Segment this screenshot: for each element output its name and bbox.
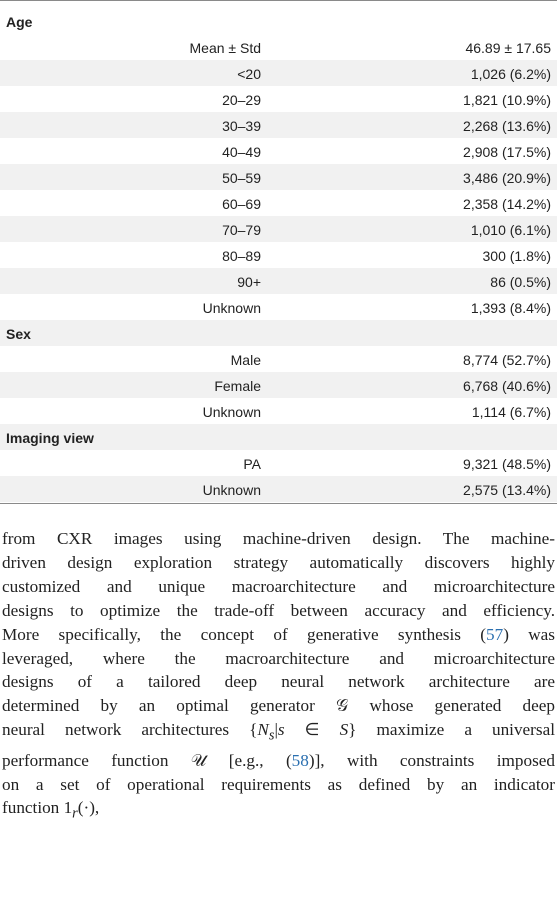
row-label: 20–29 [222, 92, 261, 108]
row-label: 30–39 [222, 118, 261, 134]
table-row [0, 190, 557, 216]
section-label: Age [6, 14, 33, 30]
body-paragraph [2, 527, 555, 827]
row-label: 60–69 [222, 196, 261, 212]
row-label: Unknown [202, 404, 261, 420]
table-row [0, 346, 557, 372]
row-label: PA [243, 456, 261, 472]
row-label: <20 [237, 66, 261, 82]
citation-link-57[interactable]: 57 [486, 624, 504, 644]
row-value: 2,358 (14.2%) [463, 196, 551, 212]
text-line: performance function 𝒰 [e.g., (58)], with constraints imposed [2, 750, 555, 770]
row-label: Female [214, 378, 261, 394]
table-section-row [0, 320, 557, 346]
table-row [0, 164, 557, 190]
table-row [0, 242, 557, 268]
table-bottom-rule [0, 503, 557, 504]
row-value: 300 (1.8%) [482, 248, 551, 264]
text-line: function $1_r(\cdot)$, [2, 798, 100, 822]
table-top-rule [0, 0, 557, 1]
math-sub-s: s [268, 727, 275, 744]
text-line: designs of a tailored deep neural network architecture are [2, 672, 555, 692]
table-row [0, 294, 557, 320]
row-value: 6,768 (40.6%) [463, 378, 551, 394]
performance-symbol: 𝒰 [190, 750, 207, 770]
text-line: More specifically, the concept of generative synthesis (57) was [2, 624, 555, 644]
table-section-row [0, 424, 557, 450]
row-label: 90+ [237, 274, 261, 290]
section-label: Sex [6, 326, 31, 342]
table-row [0, 86, 557, 112]
table-row [0, 138, 557, 164]
table-row [0, 398, 557, 424]
text-line: driven design exploration strategy automatically discovers highly [2, 552, 555, 572]
row-value: 2,268 (13.6%) [463, 118, 551, 134]
row-value: 1,010 (6.1%) [470, 222, 551, 238]
citation-link-58[interactable]: 58 [291, 750, 309, 770]
section-label: Imaging view [6, 430, 94, 446]
row-value: 1,821 (10.9%) [463, 92, 551, 108]
text-line: designs to optimize the trade-off between accuracy and efficiency. [2, 600, 555, 620]
math-s: s [277, 720, 285, 740]
row-label: Unknown [202, 482, 261, 498]
table-section-row [0, 8, 557, 34]
row-value: 46.89 ± 17.65 [465, 40, 551, 56]
table-row [0, 372, 557, 398]
table-row [0, 268, 557, 294]
table-row [0, 34, 557, 60]
row-label: 50–59 [222, 170, 261, 186]
table-row [0, 216, 557, 242]
row-label: 70–79 [222, 222, 261, 238]
math-N: N [257, 720, 269, 740]
row-value: 9,321 (48.5%) [463, 456, 551, 472]
row-label: 40–49 [222, 144, 261, 160]
row-value: 2,575 (13.4%) [463, 482, 551, 498]
row-label: 80–89 [222, 248, 261, 264]
table-row [0, 60, 557, 86]
text-line: determined by an optimal generator 𝒢 whose generated deep [2, 696, 555, 716]
math-sub-r: r [72, 805, 78, 822]
text-line: customized and unique macroarchitecture and microarchitecture [2, 576, 555, 596]
table-row [0, 476, 557, 502]
row-label: Unknown [202, 300, 261, 316]
row-value: 3,486 (20.9%) [463, 170, 551, 186]
text-line: neural network architectures {$N_s|s$ ∈ S} maximize a universal [2, 720, 555, 744]
text-line: from CXR images using machine-driven design. The machine- [2, 529, 555, 548]
table-row [0, 450, 557, 476]
row-value: 1,393 (8.4%) [470, 300, 551, 316]
row-value: 86 (0.5%) [490, 274, 551, 290]
row-label: Mean ± Std [189, 40, 261, 56]
math-S: S [339, 720, 349, 740]
row-label: Male [230, 352, 261, 368]
generator-symbol: 𝒢 [336, 696, 349, 716]
row-value: 1,114 (6.7%) [471, 404, 551, 420]
text-line: leveraged, where the macroarchitecture and microarchitecture [2, 648, 555, 668]
text-line: on a set of operational requirements as defined by an indicator [2, 774, 555, 794]
row-value: 2,908 (17.5%) [463, 144, 551, 160]
row-value: 8,774 (52.7%) [463, 352, 551, 368]
row-value: 1,026 (6.2%) [470, 66, 551, 82]
table-row [0, 112, 557, 138]
